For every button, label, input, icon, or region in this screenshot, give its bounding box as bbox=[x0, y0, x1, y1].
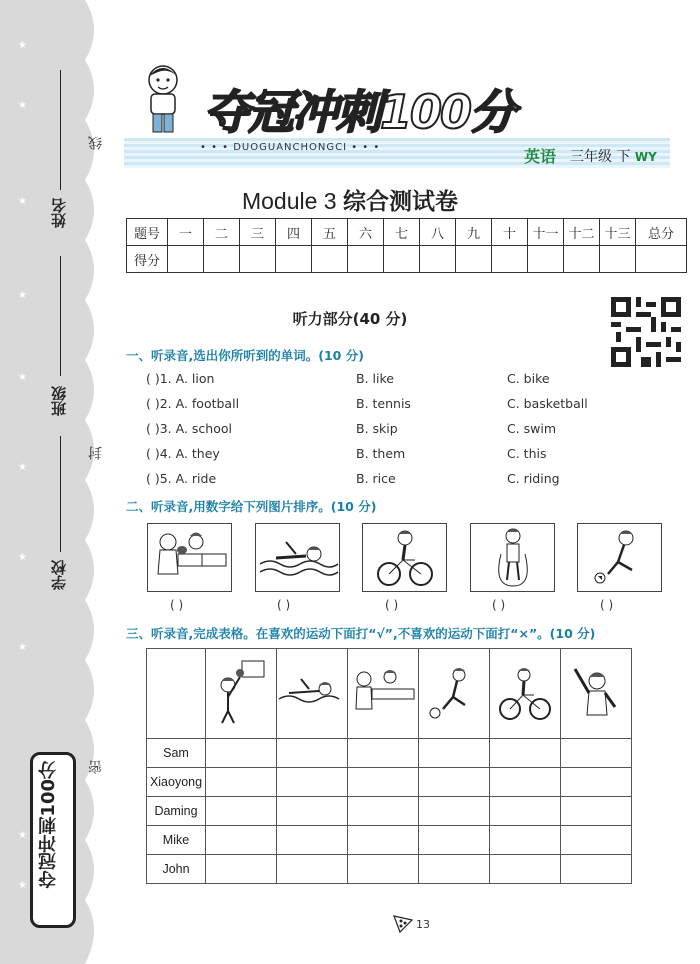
table-row bbox=[147, 739, 632, 768]
binding-margin bbox=[0, 0, 104, 964]
section-3-title: 三、听录音,完成表格。在喜欢的运动下面打“√”,不喜欢的运动下面打“×”。(10 分) bbox=[126, 626, 596, 641]
mark-cell[interactable] bbox=[561, 797, 632, 826]
order-blank[interactable]: ( ) bbox=[170, 598, 184, 612]
q2-b[interactable]: B. tennis bbox=[356, 396, 411, 411]
preference-table bbox=[146, 648, 632, 884]
score-input-cell[interactable] bbox=[204, 246, 240, 273]
section-2-title: 二、听录音,用数字给下列图片排序。(10 分) bbox=[126, 499, 377, 514]
skipping-icon bbox=[470, 523, 555, 592]
student-name: Sam bbox=[147, 739, 206, 768]
student-name: Xiaoyong bbox=[147, 768, 206, 797]
q3-b[interactable]: B. skip bbox=[356, 421, 398, 436]
mark-cell[interactable] bbox=[206, 768, 277, 797]
section-1-title: 一、听录音,选出你所听到的单词。(10 分) bbox=[126, 348, 364, 363]
score-input-cell[interactable] bbox=[600, 246, 636, 273]
score-input-cell[interactable] bbox=[276, 246, 312, 273]
star-icon: ★ bbox=[18, 40, 27, 51]
q1-a[interactable]: ( )1. A. lion bbox=[146, 371, 215, 386]
basketball-icon bbox=[206, 649, 277, 739]
score-input-cell[interactable] bbox=[312, 246, 348, 273]
page-title: Module 3 综合测试卷 bbox=[241, 188, 458, 215]
series-pinyin: • • • DUOGUANCHONGCI • • • bbox=[200, 142, 381, 153]
table-row bbox=[147, 797, 632, 826]
header-banner bbox=[124, 58, 670, 168]
mark-cell[interactable] bbox=[206, 797, 277, 826]
sidebar-logo-text: 夺冠冲刺100分 bbox=[38, 761, 59, 889]
q3-a[interactable]: ( )3. A. school bbox=[146, 421, 232, 436]
mark-cell[interactable] bbox=[419, 768, 490, 797]
star-icon: ★ bbox=[18, 462, 27, 473]
score-input-cell[interactable] bbox=[456, 246, 492, 273]
score-input-cell[interactable] bbox=[384, 246, 420, 273]
q5-b[interactable]: B. rice bbox=[356, 471, 396, 486]
mark-cell[interactable] bbox=[490, 797, 561, 826]
mark-cell[interactable] bbox=[348, 768, 419, 797]
table-tennis-icon bbox=[348, 649, 419, 739]
sidebar-logo bbox=[30, 752, 76, 928]
mark-cell[interactable] bbox=[206, 739, 277, 768]
score-input-cell[interactable] bbox=[528, 246, 564, 273]
score-cell: 题号 bbox=[127, 219, 168, 246]
q1-b[interactable]: B. like bbox=[356, 371, 394, 386]
q2-c[interactable]: C. basketball bbox=[507, 396, 588, 411]
q4-c[interactable]: C. this bbox=[507, 446, 547, 461]
table-row bbox=[147, 855, 632, 884]
mark-cell[interactable] bbox=[419, 855, 490, 884]
seal-char-secret: 密 bbox=[88, 760, 104, 774]
q1-c[interactable]: C. bike bbox=[507, 371, 550, 386]
score-input-cell[interactable] bbox=[636, 246, 687, 273]
star-icon: ★ bbox=[18, 830, 27, 841]
score-input-cell[interactable] bbox=[168, 246, 204, 273]
score-cell: 二 bbox=[204, 219, 240, 246]
q2-a[interactable]: ( )2. A. football bbox=[146, 396, 240, 411]
subject-label: 英语 bbox=[524, 147, 557, 166]
mark-cell[interactable] bbox=[561, 855, 632, 884]
sports-header-row bbox=[147, 649, 632, 739]
mark-cell[interactable] bbox=[419, 797, 490, 826]
score-cell: 十一 bbox=[528, 219, 564, 246]
mark-cell[interactable] bbox=[348, 826, 419, 855]
page-number: 13 bbox=[416, 918, 430, 931]
star-icon: ★ bbox=[18, 196, 27, 207]
student-name: Daming bbox=[147, 797, 206, 826]
score-table bbox=[126, 218, 687, 273]
score-input-cell[interactable] bbox=[492, 246, 528, 273]
score-cell: 四 bbox=[276, 219, 312, 246]
star-icon: ★ bbox=[18, 372, 27, 383]
class-label: 班级 bbox=[50, 386, 68, 416]
mark-cell[interactable] bbox=[206, 855, 277, 884]
mark-cell[interactable] bbox=[490, 768, 561, 797]
order-blank[interactable]: ( ) bbox=[277, 598, 291, 612]
order-blank[interactable]: ( ) bbox=[385, 598, 399, 612]
score-cell: 总分 bbox=[636, 219, 687, 246]
exercise-icon bbox=[561, 649, 632, 739]
football-icon bbox=[419, 649, 490, 739]
score-cell: 七 bbox=[384, 219, 420, 246]
score-input-cell[interactable] bbox=[348, 246, 384, 273]
table-tennis-icon bbox=[147, 523, 232, 592]
cycling-icon bbox=[490, 649, 561, 739]
seal-char-seal: 封 bbox=[88, 446, 104, 460]
star-icon: ★ bbox=[18, 552, 27, 563]
mark-cell[interactable] bbox=[561, 826, 632, 855]
star-icon: ★ bbox=[18, 642, 27, 653]
name-line bbox=[60, 70, 61, 190]
mark-cell[interactable] bbox=[277, 739, 348, 768]
score-cell: 三 bbox=[240, 219, 276, 246]
school-label: 学校 bbox=[50, 560, 68, 590]
corner-cell bbox=[147, 649, 206, 739]
score-cell: 九 bbox=[456, 219, 492, 246]
mark-cell[interactable] bbox=[490, 826, 561, 855]
cycling-icon bbox=[362, 523, 447, 592]
school-line bbox=[60, 436, 61, 552]
football-icon bbox=[577, 523, 662, 592]
student-name: John bbox=[147, 855, 206, 884]
q4-b[interactable]: B. them bbox=[356, 446, 406, 461]
score-cell: 八 bbox=[420, 219, 456, 246]
listening-section-header: 听力部分(40 分) bbox=[292, 310, 408, 328]
score-cell: 十 bbox=[492, 219, 528, 246]
mark-cell[interactable] bbox=[561, 768, 632, 797]
swimming-icon bbox=[277, 649, 348, 739]
mark-cell[interactable] bbox=[277, 768, 348, 797]
seal-char-line: 线 bbox=[88, 136, 104, 150]
score-cell: 一 bbox=[168, 219, 204, 246]
order-blank[interactable]: ( ) bbox=[600, 598, 614, 612]
qr-code-icon[interactable] bbox=[611, 297, 681, 367]
score-table-score-row bbox=[127, 246, 687, 273]
score-cell: 十二 bbox=[564, 219, 600, 246]
star-icon: ★ bbox=[18, 290, 27, 301]
star-icon: ★ bbox=[18, 100, 27, 111]
score-input-cell[interactable] bbox=[240, 246, 276, 273]
series-title: 夺冠冲刺100分 bbox=[204, 85, 515, 139]
q4-a[interactable]: ( )4. A. they bbox=[146, 446, 220, 461]
q5-c[interactable]: C. riding bbox=[507, 471, 560, 486]
score-cell: 六 bbox=[348, 219, 384, 246]
q3-c[interactable]: C. swim bbox=[507, 421, 557, 436]
name-label: 姓名 bbox=[50, 198, 68, 228]
mark-cell[interactable] bbox=[490, 855, 561, 884]
score-cell: 十三 bbox=[600, 219, 636, 246]
score-input-cell[interactable] bbox=[564, 246, 600, 273]
student-name: Mike bbox=[147, 826, 206, 855]
swimming-icon bbox=[255, 523, 340, 592]
mark-cell[interactable] bbox=[348, 797, 419, 826]
score-cell: 五 bbox=[312, 219, 348, 246]
mark-cell[interactable] bbox=[419, 739, 490, 768]
mark-cell[interactable] bbox=[490, 739, 561, 768]
grade-label: 三年级 下 WY bbox=[570, 149, 657, 165]
score-input-cell[interactable] bbox=[420, 246, 456, 273]
q5-a[interactable]: ( )5. A. ride bbox=[146, 471, 217, 486]
mark-cell[interactable] bbox=[419, 826, 490, 855]
mark-cell[interactable] bbox=[277, 855, 348, 884]
score-table-header-row bbox=[127, 219, 687, 246]
pizza-slice-icon bbox=[392, 912, 414, 934]
table-row bbox=[147, 826, 632, 855]
mark-cell[interactable] bbox=[277, 797, 348, 826]
mark-cell[interactable] bbox=[348, 739, 419, 768]
mark-cell[interactable] bbox=[348, 855, 419, 884]
star-icon: ★ bbox=[18, 880, 27, 891]
order-blank[interactable]: ( ) bbox=[492, 598, 506, 612]
mark-cell[interactable] bbox=[277, 826, 348, 855]
mark-cell[interactable] bbox=[206, 826, 277, 855]
table-row bbox=[147, 768, 632, 797]
mascot-boy-icon bbox=[138, 58, 188, 138]
score-label-cell: 得分 bbox=[127, 246, 168, 273]
mark-cell[interactable] bbox=[561, 739, 632, 768]
